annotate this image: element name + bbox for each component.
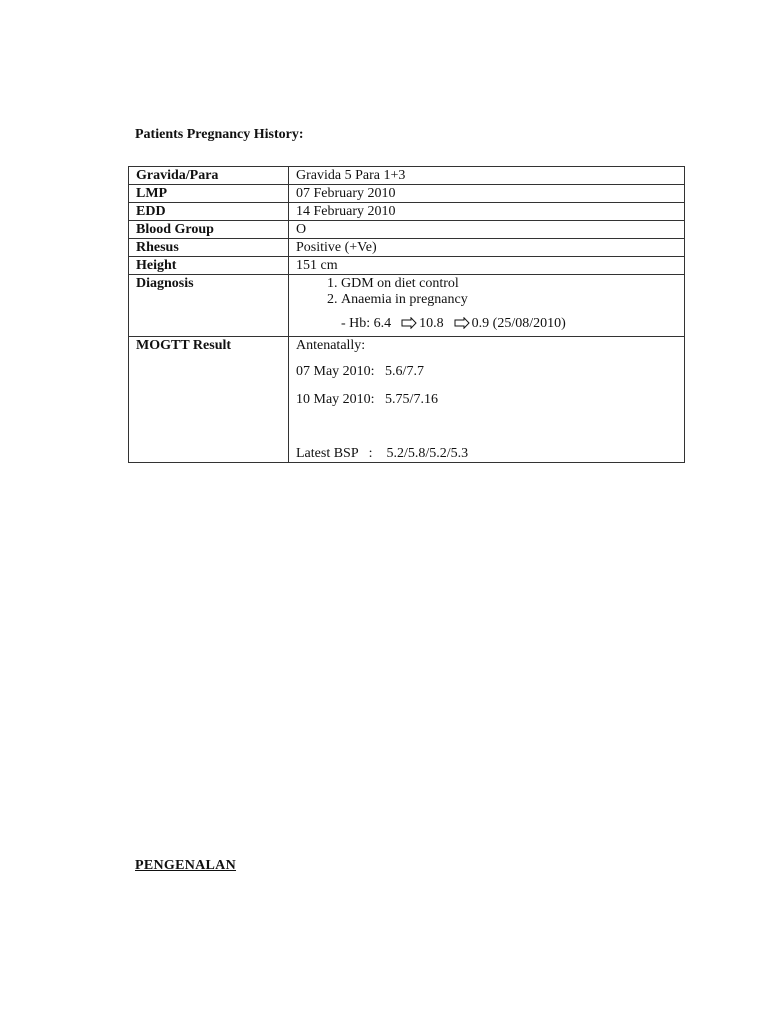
row-label-rhesus: Rhesus [129,239,289,257]
table-row [129,167,685,185]
row-value-blood-group: O [289,221,685,239]
hb-value-3: 0.9 (25/08/2010) [471,316,566,331]
row-label-mogtt: MOGTT Result [129,337,289,463]
row-label-gravida-para: Gravida/Para [129,167,289,185]
mogtt-result: 07 May 2010: 5.6/7.7 [296,364,424,379]
row-label-blood-group: Blood Group [129,221,289,239]
table-row [129,257,685,275]
row-value-edd: 14 February 2010 [289,203,685,221]
mogtt-result: 10 May 2010: 5.75/7.16 [296,392,438,407]
hb-prefix: - Hb: 6.4 [341,316,392,331]
table-row [129,239,685,257]
pregnancy-history-table [128,166,685,463]
table-row [129,275,685,337]
table-row [129,221,685,239]
page-heading: Patients Pregnancy History: [135,127,304,142]
diagnosis-item: 2. Anaemia in pregnancy [341,292,677,308]
row-value-rhesus: Positive (+Ve) [289,239,685,257]
hb-value-2: 10.8 [419,316,444,331]
row-value-mogtt [289,337,685,463]
right-arrow-icon [454,317,470,334]
table-row [129,337,685,463]
row-value-diagnosis [289,275,685,337]
row-label-lmp: LMP [129,185,289,203]
latest-bsp: Latest BSP : 5.2/5.8/5.2/5.3 [296,446,469,461]
mogtt-intro: Antenatally: [296,338,366,353]
hb-trend [341,316,677,334]
table-row [129,185,685,203]
row-label-diagnosis: Diagnosis [129,275,289,337]
row-label-height: Height [129,257,289,275]
section-title: PENGENALAN [135,858,237,873]
row-value-height: 151 cm [289,257,685,275]
row-label-edd: EDD [129,203,289,221]
diagnosis-list [296,276,677,308]
right-arrow-icon [401,317,417,334]
row-value-gravida-para: Gravida 5 Para 1+3 [289,167,685,185]
table-row [129,203,685,221]
diagnosis-item: 1. GDM on diet control [341,276,677,292]
row-value-lmp: 07 February 2010 [289,185,685,203]
